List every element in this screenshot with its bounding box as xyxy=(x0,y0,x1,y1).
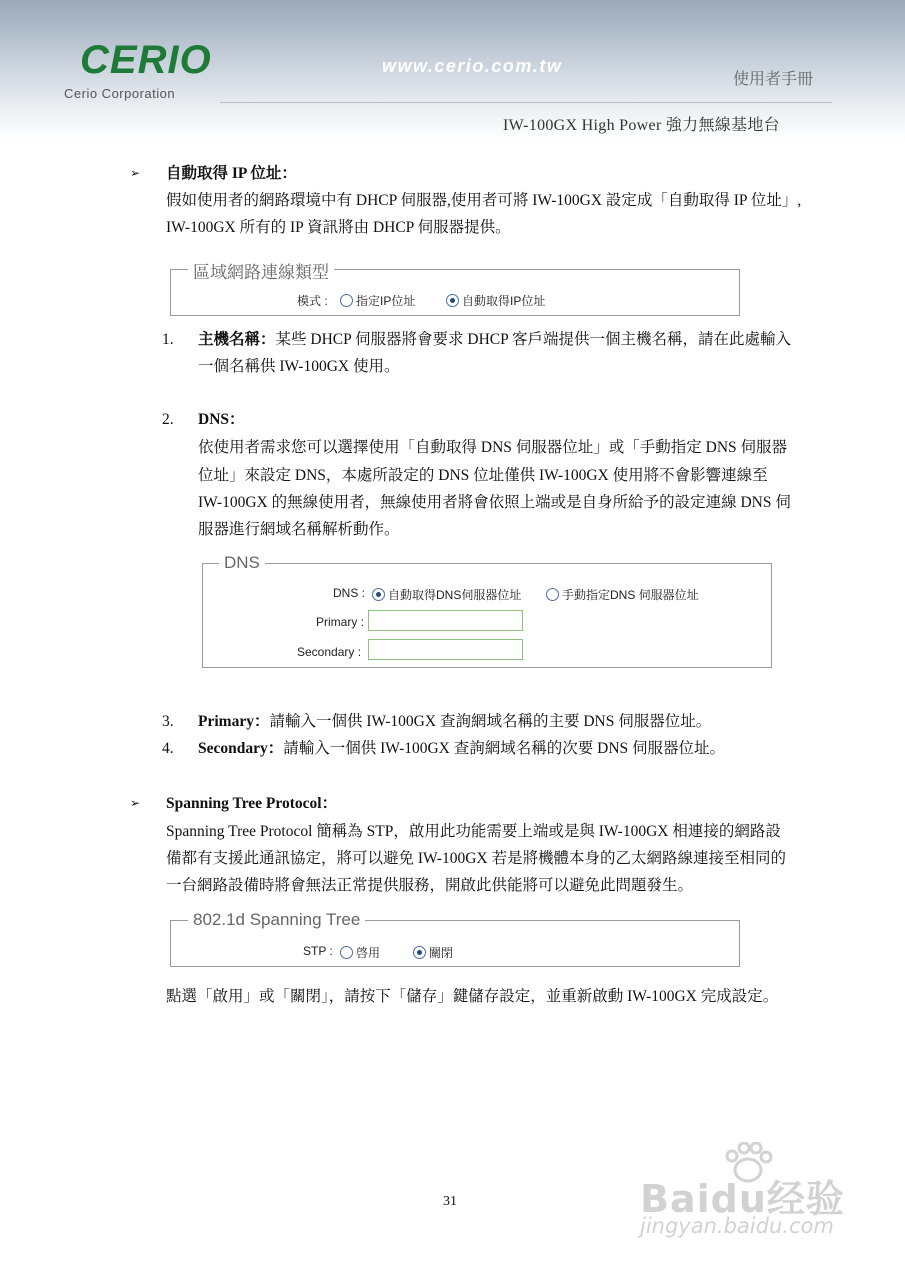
header-divider xyxy=(220,102,832,103)
stp-closing-text: 點選「啟用」或「關閉」，請按下「儲存」鍵儲存設定，並重新啟動 IW-100GX 完成設定。 xyxy=(166,988,779,1005)
secondary-label: Secondary : xyxy=(297,645,362,659)
item-3-line xyxy=(198,708,711,735)
radio-stp-enable[interactable] xyxy=(340,946,353,959)
item-1-title: 主機名稱： xyxy=(198,331,276,348)
stp-label: STP : xyxy=(303,944,333,958)
radio-dns-auto[interactable] xyxy=(372,588,385,601)
cerio-logo: CERIO xyxy=(80,38,212,82)
item-4-text: 請輸入一個供 IW-100GX 查詢網域名稱的次要 DNS 伺服器位址。 xyxy=(283,740,726,757)
radio-static-ip[interactable] xyxy=(340,294,353,307)
primary-dns-input[interactable] xyxy=(368,610,523,631)
dhcp-para-line-2: IW-100GX 所有的 IP 資訊將由 DHCP 伺服器提供。 xyxy=(166,219,511,236)
dns-option-manual[interactable] xyxy=(546,586,699,603)
item-2-line-3: IW-100GX 的無線使用者，無線使用者將會依照上端或是自身所給予的設定連線 DNS 伺 xyxy=(198,494,791,511)
item-4-line xyxy=(198,735,725,762)
dhcp-para-line-1: 假如使用者的網路環境中有 DHCP 伺服器,使用者可將 IW-100GX 設定成「自動取得 IP 位址」, xyxy=(166,192,802,209)
item-1-text: 某些 DHCP 伺服器將會要求 DHCP 客戶端提供一個主機名稱，請在此處輸入 xyxy=(275,331,792,348)
company-name: Cerio Corporation xyxy=(64,86,176,101)
stp-para-line-1: Spanning Tree Protocol 簡稱為 STP，啟用此功能需要上端或是與 IW-100GX 相連接的網路設 xyxy=(166,823,781,840)
item-2-line-2: 位址」來設定 DNS，本處所設定的 DNS 位址僅供 IW-100GX 使用將不會影響連線至 xyxy=(198,467,768,484)
stp-option-enable[interactable] xyxy=(340,944,380,961)
stp-option-disable[interactable] xyxy=(413,944,453,961)
watermark-brand: Baidu经验 xyxy=(640,1177,845,1221)
section-title-dhcp: 自動取得 IP 位址： xyxy=(166,165,297,182)
radio-auto-ip[interactable] xyxy=(446,294,459,307)
item-1-line-1 xyxy=(198,326,791,353)
mode-label: 模式 : xyxy=(297,294,328,308)
item-2-title: DNS： xyxy=(198,411,245,428)
stp-option-enable-label: 啓用 xyxy=(356,946,381,960)
secondary-dns-input[interactable] xyxy=(368,639,523,660)
item-number-4: 4. xyxy=(162,740,174,757)
lan-connection-legend: 區域網路連線類型 xyxy=(188,258,334,283)
mode-option-static[interactable] xyxy=(340,292,415,309)
dns-label: DNS : xyxy=(333,586,366,600)
dns-legend: DNS xyxy=(219,553,265,573)
page-number: 31 xyxy=(443,1194,457,1209)
mode-option-auto[interactable] xyxy=(446,292,545,309)
radio-dns-manual[interactable] xyxy=(546,588,559,601)
mode-option-static-label: 指定IP位址 xyxy=(356,294,416,308)
dns-option-manual-label: 手動指定DNS 伺服器位址 xyxy=(562,588,699,602)
item-4-title: Secondary： xyxy=(198,740,284,757)
radio-stp-disable[interactable] xyxy=(413,946,426,959)
stp-option-disable-label: 關閉 xyxy=(429,946,454,960)
item-3-text: 請輸入一個供 IW-100GX 查詢網域名稱的主要 DNS 伺服器位址。 xyxy=(269,713,712,730)
spanning-tree-legend: 802.1d Spanning Tree xyxy=(188,910,365,930)
dns-option-auto[interactable] xyxy=(372,586,521,603)
item-2-line-4: 服器進行網域名稱解析動作。 xyxy=(198,521,400,538)
stp-para-line-3: 一台網路設備時將會無法正常提供服務，開啟此供能將可以避免此問題發生。 xyxy=(166,877,694,894)
item-3-title: Primary： xyxy=(198,713,270,730)
primary-label: Primary : xyxy=(316,615,364,629)
section-title-stp: Spanning Tree Protocol： xyxy=(166,795,338,812)
manual-label: 使用者手冊 xyxy=(733,71,814,88)
dns-option-auto-label: 自動取得DNS伺服器位址 xyxy=(388,588,522,602)
item-number-3: 3. xyxy=(162,713,174,730)
header-url: www.cerio.com.tw xyxy=(382,56,563,76)
mode-option-auto-label: 自動取得IP位址 xyxy=(462,294,546,308)
item-number-1: 1. xyxy=(162,331,174,348)
item-number-2: 2. xyxy=(162,411,174,428)
bullet-arrow-icon: ➢ xyxy=(130,166,141,180)
item-1-line-2: 一個名稱供 IW-100GX 使用。 xyxy=(198,358,400,375)
watermark-domain: jingyan.baidu.com xyxy=(640,1214,834,1238)
bullet-arrow-icon: ➢ xyxy=(130,796,141,810)
stp-para-line-2: 備都有支援此通訊協定，將可以避免 IW-100GX 若是將機體本身的乙太網路線連接至相同的 xyxy=(166,850,786,867)
item-2-line-1: 依使用者需求您可以選擇使用「自動取得 DNS 伺服器位址」或「手動指定 DNS 伺服器 xyxy=(198,439,788,456)
product-subtitle: IW-100GX High Power 強力無線基地台 xyxy=(503,117,780,134)
